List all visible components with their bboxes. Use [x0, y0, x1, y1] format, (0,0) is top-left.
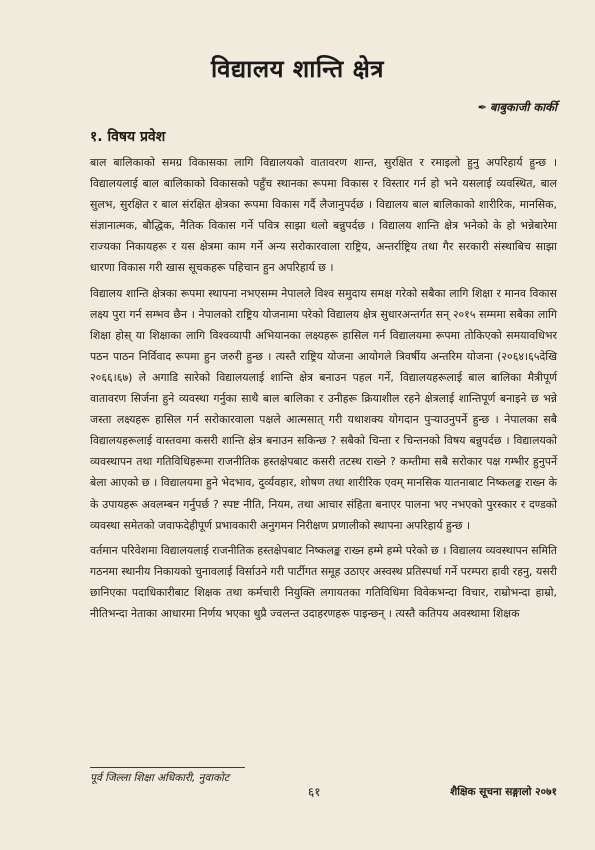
paragraph-2: विद्यालय शान्ति क्षेत्रका रूपमा स्थापना नभएसम्म नेपालले विश्व समुदाय समक्ष गरेको सबैका लागि शिक्षा र मानव विकास लक्ष्य पुरा गर्न सम्भव छैन । नेपालको राष्ट्रिय योजनामा परेको विद्यालय क्षेत्र सुधारअन्तर्गत सन् २०१५ सम्ममा सबैका लागि शिक्षा होस् या शिक्षाका लागि विश्वव्यापी अभियानका लक्ष्यहरू हासिल गर्न विद्यालयमा रूपमा तोकिएको समयावधिभर पठन पाठन निर्विवाद रूपमा हुन जरुरी हुन्छ । त्यस्तै राष्ट्रिय योजना आयोगले त्रिवर्षीय अन्तरिम योजना (२०६४।६५देखि २०६६।६७) ले अगाडि सारेको विद्यालयलाई शान्ति क्षेत्र बनाउन पहल गर्ने, विद्यालयहरूलाई बाल बालिका मैत्रीपूर्ण वातावरण सिर्जना हुने व्यवस्था गर्नुका साथै बाल बालिका र उनीहरू क्रियाशील रहने क्षेत्रलाई शान्तिपूर्ण बनाइने छ भन्ने जस्ता लक्ष्यहरू हासिल गर्न सरोकारवाला पक्षले आत्मसात् गरी यथाशक्य योगदान पुऱ्याउनुपर्ने हुन्छ । नेपालका सबै विद्यालयहरूलाई वास्तवमा कसरी शान्ति क्षेत्र बनाउन सकिन्छ ? सबैको चिन्ता र चिन्तनको विषय बन्नुपर्दछ । विद्यालयको व्यवस्थापन तथा गतिविधिहरूमा राजनीतिक हस्तक्षेपबाट कसरी तटस्थ राख्ने ? कम्तीमा सबै सरोकार पक्ष गम्भीर हुनुपर्ने बेला आएको छ । विद्यालयमा हुने भेदभाव, दुर्व्यवहार, शोषण तथा शारीरिक एवम् मानसिक यातनाबाट निष्कलङ्क राख्न के के उपायहरू अवलम्बन गर्नुपर्छ ? स्पष्ट नीति, नियम, तथा आचार संहिता बनाएर पालना भए नभएको पुरस्कार र दण्डको व्यवस्था समेतको जवाफदेहीपूर्ण प्रभावकारी अनुगमन निरीक्षण प्रणालीको स्थापना अपरिहार्य हुन्छ ।: [90, 286, 557, 532]
author-name: बाबुकाजी कार्की: [489, 100, 557, 114]
author-line: [478, 100, 557, 115]
pen-icon: ✒: [477, 101, 487, 114]
journal-name: शैक्षिक सूचना सङ्गालो २०७१: [450, 786, 557, 798]
article-body: [90, 152, 557, 628]
paragraph-3: वर्तमान परिवेशमा विद्यालयलाई राजनीतिक हस्तक्षेपबाट निष्कलङ्क राख्न हम्मे हम्मे परेको छ । विद्यालय व्यवस्थापन समिति गठनमा स्थानीय निकायको चुनावलाई विर्साउने गरी पार्टीगत समूह उठाएर अस्वस्थ प्रतिस्पर्धा गर्ने परम्परा हावी रहनु, यसरी छानिएका पदाधिकारीबाट शिक्षक तथा कर्मचारी नियुक्ति लगायतका गतिविधिमा विवेकभन्दा विचार, राम्रोभन्दा हाम्रो, नीतिभन्दा नेताका आधारमा निर्णय भएका थुप्रै ज्वलन्त उदाहरणहरू पाइन्छन् । त्यस्तै कतिपय अवस्थामा शिक्षक: [90, 543, 557, 620]
section-heading: १. विषय प्रवेश: [90, 129, 166, 145]
page-number: ६१: [308, 785, 321, 799]
footnote: पूर्व जिल्ला शिक्षा अधिकारी, नुवाकोट: [90, 772, 230, 784]
footnote-rule: [90, 767, 245, 768]
article-title: विद्यालय शान्ति क्षेत्र: [210, 55, 385, 83]
paragraph-1: बाल बालिकाको समग्र विकासका लागि विद्यालयको वातावरण शान्त, सुरक्षित र रमाइलो हुनु अपरिहार्य हुन्छ । विद्यालयलाई बाल बालिकाको विकासको पहुँच स्थानका रूपमा विकास र विस्तार गर्न हो भने यसलाई व्यवस्थित, बाल सुलभ, सुरक्षित र बाल संरक्षित क्षेत्रका रूपमा विकास गर्दै लैजानुपर्दछ । विद्यालय बाल बालिकाको शारीरिक, मानसिक, संज्ञानात्मक, बौद्धिक, नैतिक विकास गर्ने पवित्र साझा थलो बन्नुपर्दछ । विद्यालय शान्ति क्षेत्र भनेको के हो भन्नेबारेमा राज्यका निकायहरू र यस क्षेत्रमा काम गर्ने अन्य सरोकारवाला राष्ट्रिय, अन्तर्राष्ट्रिय तथा गैर सरकारी संस्थाबिच साझा धारणा विकास गरी खास सूचकहरू पहिचान हुन अपरिहार्य छ ।: [90, 156, 557, 275]
